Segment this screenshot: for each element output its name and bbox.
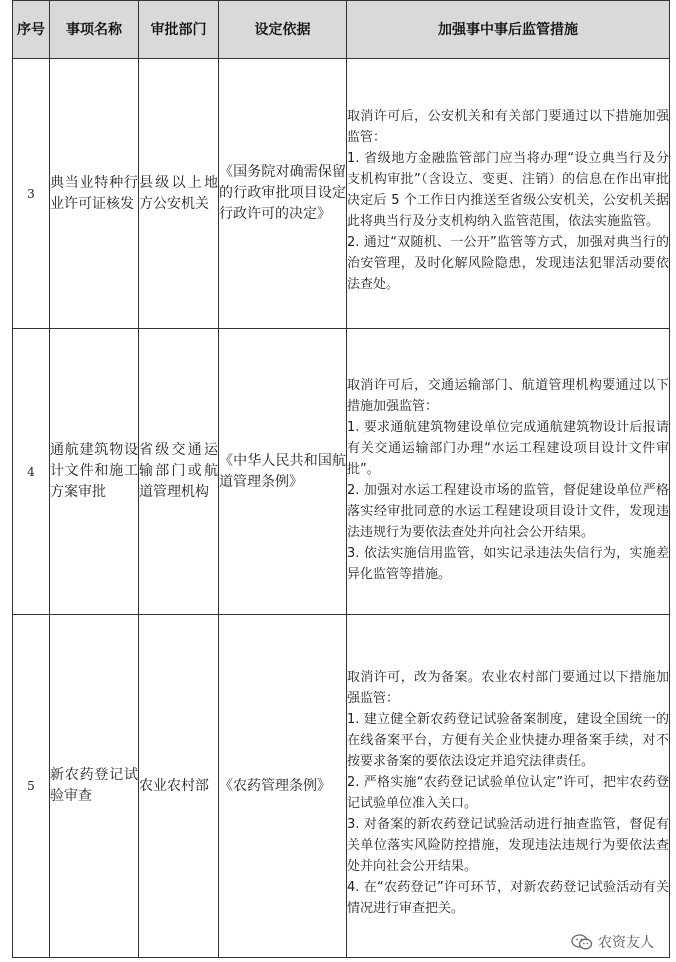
wechat-icon (571, 933, 593, 951)
header-name: 事项名称 (50, 1, 139, 59)
item-name: 新农药登记试验审查 (50, 615, 139, 958)
legal-basis: 《国务院对确需保留的行政审批项目设定行政许可的决定》 (219, 59, 347, 329)
item-name: 典当业特种行业许可证核发 (50, 59, 139, 329)
header-basis: 设定依据 (219, 1, 347, 59)
approval-department: 县级以上地方公安机关 (139, 59, 219, 329)
row-index: 5 (13, 615, 50, 958)
row-index: 4 (13, 329, 50, 615)
measure-item: 2. 通过“双随机、一公开”监管等方式，加强对典当行的治安管理，及时化解风险隐患，发现违法犯罪活动要依法查处。 (347, 235, 669, 292)
header-idx: 序号 (13, 1, 50, 59)
approval-department: 农业农村部 (139, 615, 219, 958)
supervision-measures (347, 59, 670, 329)
table-header-row (13, 1, 670, 59)
item-name: 通航建筑物设计文件和施工方案审批 (50, 329, 139, 615)
measure-item: 2. 严格实施“农药登记试验单位认定”许可，把牢农药登记试验单位准入关口。 (347, 775, 669, 811)
table-row (13, 615, 670, 958)
supervision-measures (347, 329, 670, 615)
legal-basis: 《中华人民共和国航道管理条例》 (219, 329, 347, 615)
measure-item: 3. 依法实施信用监管，如实记录违法失信行为，实施差异化监管等措施。 (347, 545, 669, 582)
table-row (13, 59, 670, 329)
row-index: 3 (13, 59, 50, 329)
table-row (13, 329, 670, 615)
measure-item: 1. 建立健全新农药登记试验备案制度，建设全国统一的在线备案平台，方便有关企业快捷办理备案手续，对不按要求备案的要依法设定并追究法律责任。 (347, 712, 669, 769)
supervision-measures (347, 615, 670, 958)
header-dept: 审批部门 (139, 1, 219, 59)
measure-item: 2. 加强对水运工程建设市场的监管，督促建设单位严格落实经审批同意的水运工程建设项目设计文件，发现违法违规行为要依法查处并向社会公开结果。 (347, 482, 669, 540)
measure-item: 1. 要求通航建筑物建设单位完成通航建筑物设计后报请有关交通运输部门办理“水运工程建设项目设计文件审批”。 (347, 419, 669, 477)
regulation-table (12, 0, 670, 958)
measure-item: 4. 在“农药登记”许可环节，对新农药登记试验活动有关情况进行审查把关。 (347, 880, 669, 916)
measure-item: 3. 对备案的新农药登记试验活动进行抽查监管，督促有关单位落实风险防控措施，发现违法违规行为要依法查处并向社会公开结果。 (347, 817, 669, 874)
measure-intro: 取消许可，改为备案。农业农村部门要通过以下措施加强监管： (347, 670, 669, 706)
approval-department: 省级交通运输部门或航道管理机构 (139, 329, 219, 615)
measure-intro: 取消许可后，公安机关和有关部门要通过以下措施加强监管： (347, 109, 669, 145)
watermark (571, 932, 654, 952)
measure-item: 1. 省级地方金融监管部门应当将办理“设立典当行及分支机构审批”（含设立、变更、注销）的信息在作出审批决定后 5 个工作日内推送至省级公安机关，公安机关据此将典当行及分支机构纳入监管范围，依法实施监管。 (347, 151, 669, 229)
header-measures: 加强事中事后监管措施 (347, 1, 670, 59)
measure-intro: 取消许可后，交通运输部门、航道管理机构要通过以下措施加强监管： (347, 377, 669, 414)
legal-basis: 《农药管理条例》 (219, 615, 347, 958)
watermark-text: 农资友人 (598, 935, 654, 951)
